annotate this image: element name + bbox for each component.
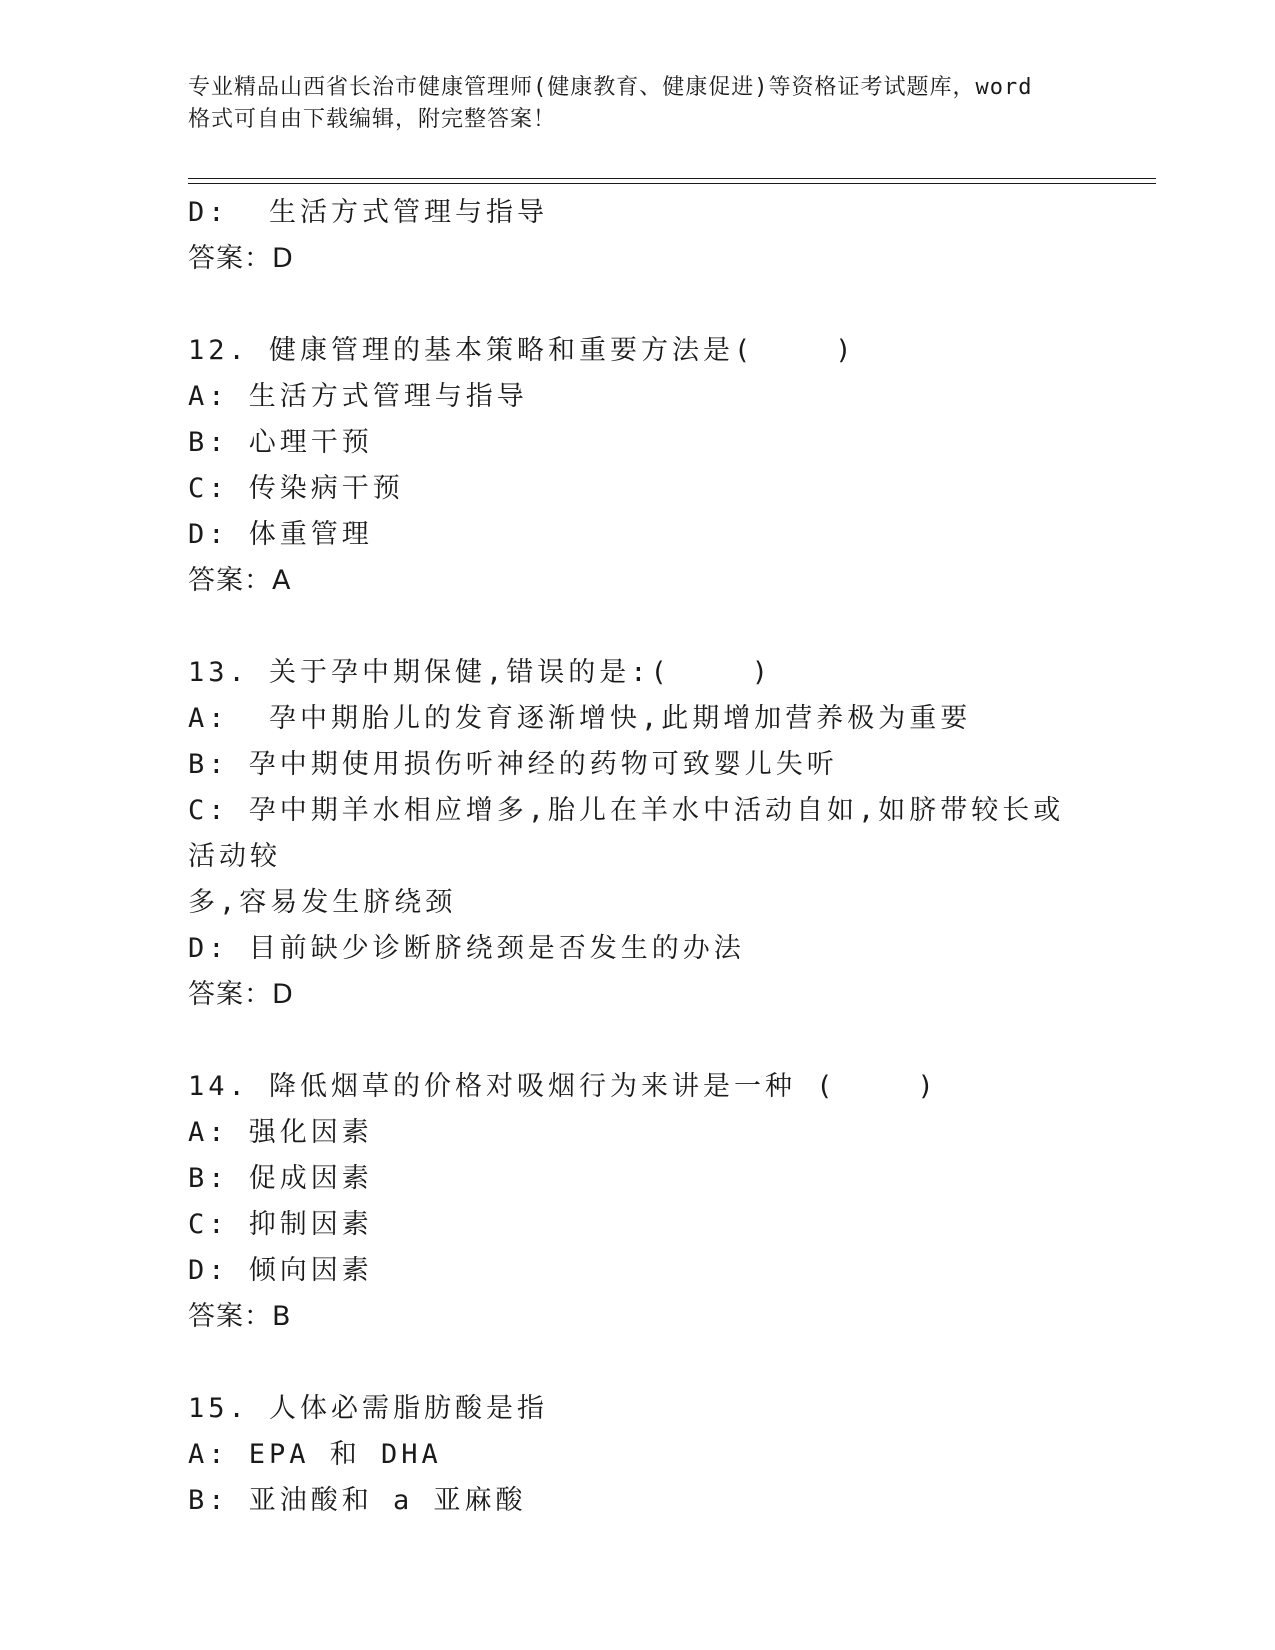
option-c: C: 传染病干预 (188, 473, 404, 504)
header-line-2: 格式可自由下载编辑，附完整答案！ (188, 107, 557, 132)
option-c-line-2: 多,容易发生脐绕颈 (188, 887, 457, 918)
answer: 答案：A (188, 565, 292, 596)
question-stem: 14. 降低烟草的价格对吸烟行为来讲是一种 ( ) (188, 1071, 938, 1102)
option-b: B: 亚油酸和 a 亚麻酸 (188, 1485, 527, 1516)
spacer (188, 282, 1088, 328)
header-divider-top (188, 178, 1156, 179)
option-c-line-1: C: 孕中期羊水相应增多,胎儿在羊水中活动自如,如脐带较长或活动较 (188, 795, 1065, 872)
option-a: A: 生活方式管理与指导 (188, 381, 528, 412)
option-d: D: 体重管理 (188, 519, 373, 550)
question-stem: 15. 人体必需脂肪酸是指 (188, 1393, 549, 1424)
question-stem: 13. 关于孕中期保健,错误的是:( ) (188, 657, 773, 688)
question-list (188, 190, 1088, 1524)
option-d: D: 目前缺少诊断脐绕颈是否发生的办法 (188, 933, 745, 964)
spacer (188, 1018, 1088, 1064)
option-b: B: 心理干预 (188, 427, 373, 458)
option-c: C: 抑制因素 (188, 1209, 373, 1240)
spacer (188, 604, 1088, 650)
option-d: D: 倾向因素 (188, 1255, 373, 1286)
answer: 答案：B (188, 1301, 292, 1332)
answer: 答案：D (188, 243, 294, 274)
header-line-1: 专业精品山西省长治市健康管理师(健康教育、健康促进)等资格证考试题库，word (188, 75, 1033, 100)
option-b: B: 孕中期使用损伤听神经的药物可致婴儿失听 (188, 749, 838, 780)
question-stem: 12. 健康管理的基本策略和重要方法是( ) (188, 335, 856, 366)
option-a: A: EPA 和 DHA (188, 1439, 442, 1470)
question-11-tail (188, 190, 1088, 282)
question-14 (188, 1064, 1088, 1340)
answer: 答案：D (188, 979, 294, 1010)
header-divider-bottom (188, 183, 1156, 184)
spacer (188, 1340, 1088, 1386)
question-15 (188, 1386, 1088, 1524)
option-d: D: 生活方式管理与指导 (188, 197, 549, 228)
question-12 (188, 328, 1088, 604)
option-a: A: 强化因素 (188, 1117, 373, 1148)
document-header (188, 72, 1088, 136)
option-a: A: 孕中期胎儿的发育逐渐增快,此期增加营养极为重要 (188, 703, 972, 734)
option-b: B: 促成因素 (188, 1163, 373, 1194)
question-13 (188, 650, 1088, 1018)
